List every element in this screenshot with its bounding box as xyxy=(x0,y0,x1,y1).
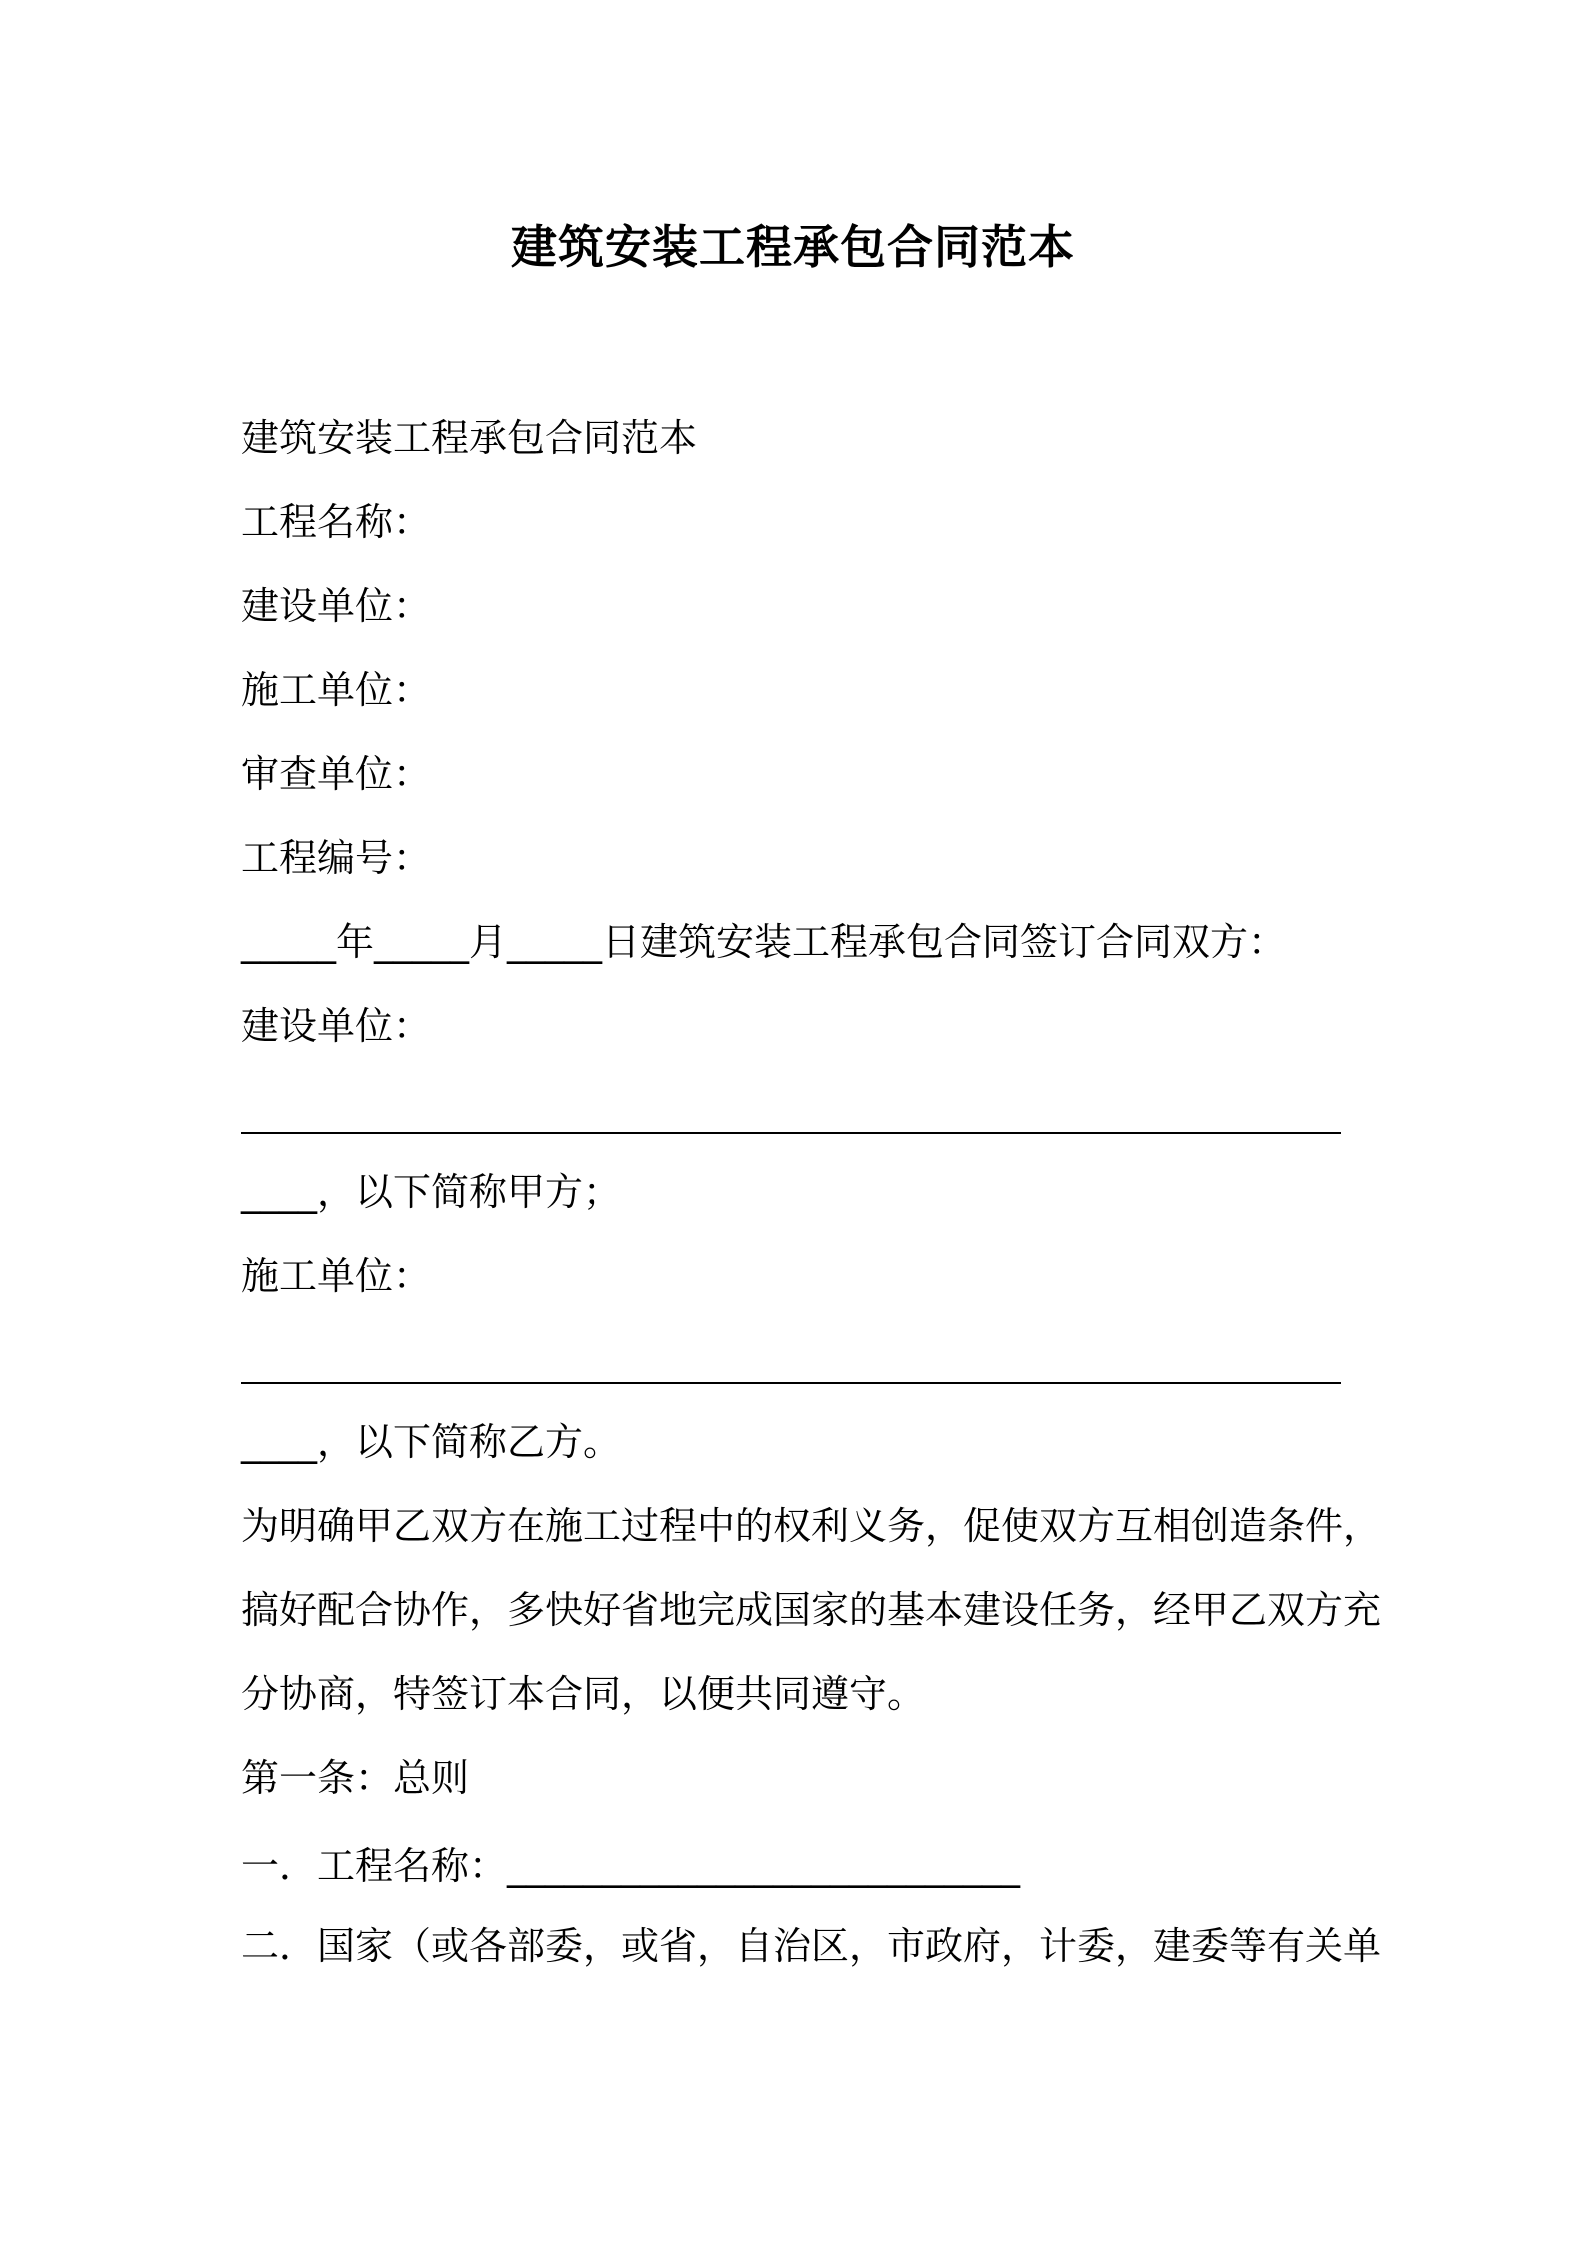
preamble-line-3: 分协商，特签订本合同，以便共同遵守。 xyxy=(241,1672,926,1716)
contractor-unit-line: 施工单位： xyxy=(241,668,432,712)
project-name-line: 工程名称： xyxy=(241,500,432,544)
party-a-blank-rule xyxy=(241,1132,1341,1134)
preamble-line-1: 为明确甲乙双方在施工过程中的权利义务，促使双方互相创造条件， xyxy=(241,1504,1382,1548)
party-b-label-line: 施工单位： xyxy=(241,1254,432,1298)
project-number-line: 工程编号： xyxy=(241,836,432,880)
party-a-label-line: 建设单位： xyxy=(241,1004,432,1048)
clause-two-line: 二．国家（或各部委，或省，自治区，市政府，计委，建委等有关单 xyxy=(241,1924,1382,1968)
signing-date-line: _____年_____月_____日建筑安装工程承包合同签订合同双方： xyxy=(241,920,1287,964)
review-unit-line: 审查单位： xyxy=(241,752,432,796)
article-one-heading: 第一条：总则 xyxy=(241,1756,470,1800)
party-b-definition-line: ____，以下简称乙方。 xyxy=(241,1420,622,1464)
construction-unit-line: 建设单位： xyxy=(241,584,432,628)
preamble-line-2: 搞好配合协作，多快好省地完成国家的基本建设任务，经甲乙双方充 xyxy=(241,1588,1382,1632)
party-a-definition-line: ____，以下简称甲方； xyxy=(241,1170,622,1214)
document-title: 建筑安装工程承包合同范本 xyxy=(511,220,1075,274)
clause-one-project-name: 一．工程名称：___________________________ xyxy=(241,1844,1021,1888)
subtitle-line: 建筑安装工程承包合同范本 xyxy=(241,416,698,460)
party-b-blank-rule xyxy=(241,1382,1341,1384)
